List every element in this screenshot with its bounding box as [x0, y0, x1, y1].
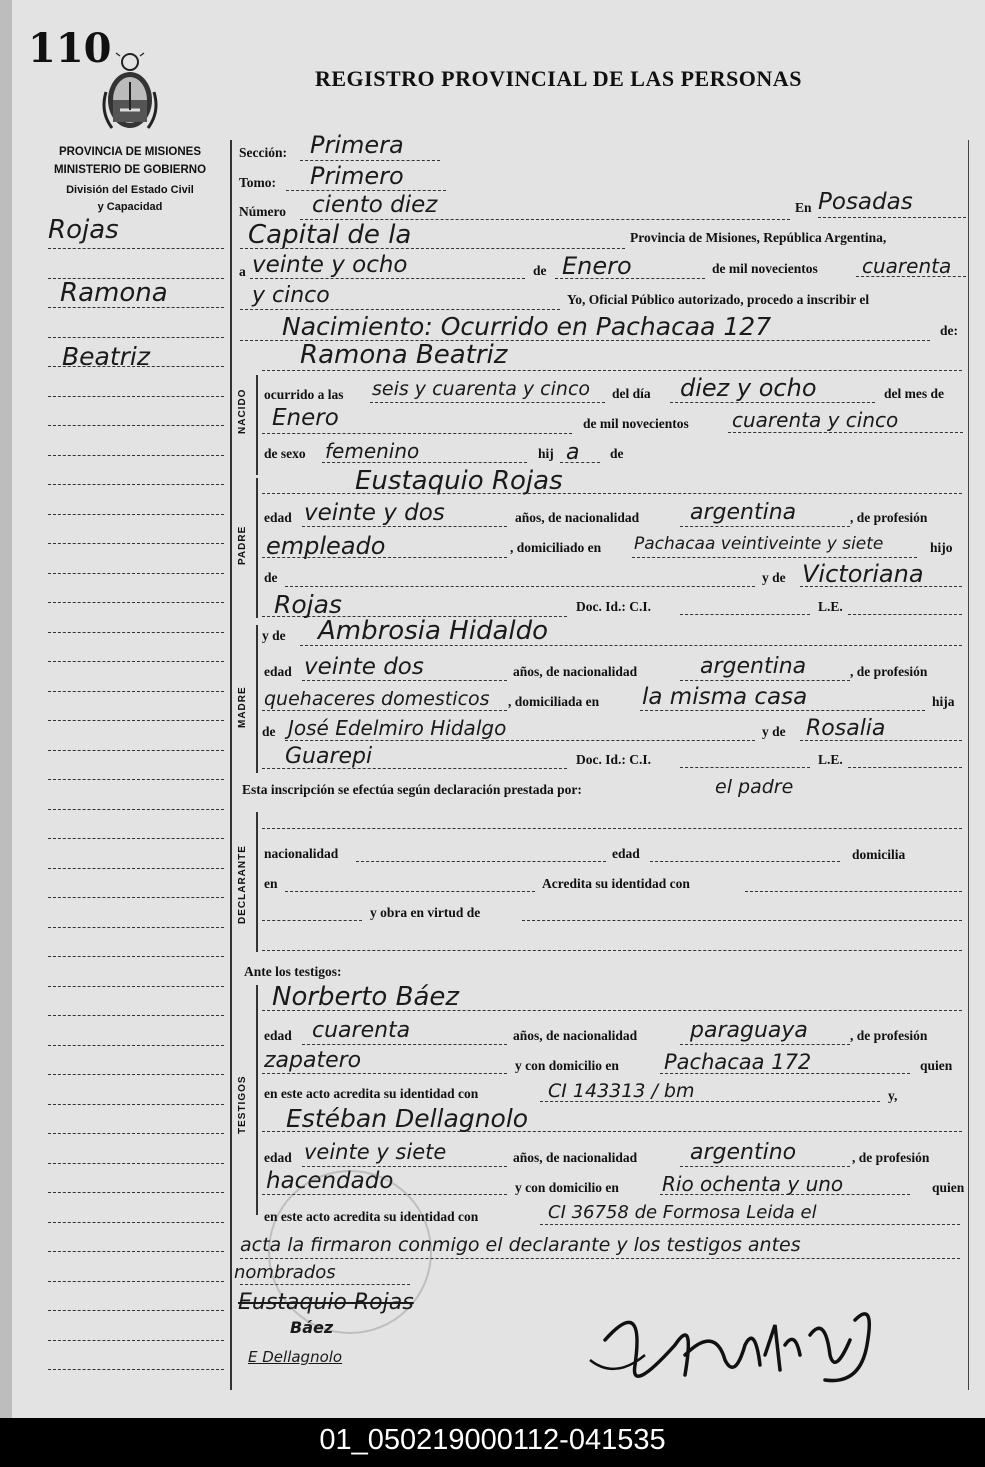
- label-de4: de: [262, 724, 276, 739]
- field-line: [670, 402, 875, 403]
- field-line: [680, 1166, 850, 1167]
- label-sexo: de sexo: [264, 446, 306, 461]
- label-mil-novecientos: de mil novecientos: [712, 261, 818, 276]
- value-t2-edad: veinte y siete: [304, 1140, 447, 1164]
- value-en: Posadas: [818, 189, 913, 215]
- value-anio-b: y cinco: [252, 283, 330, 308]
- value-anio-nac: cuarenta y cinco: [732, 408, 899, 432]
- page-number: 110: [28, 25, 112, 72]
- margin-line: [48, 396, 224, 397]
- margin-line: [48, 750, 224, 751]
- field-line: [302, 1044, 507, 1045]
- margin-line: [48, 1074, 224, 1075]
- label-domicilio-t2: y con domicilio en: [515, 1180, 619, 1195]
- value-padre-madre: Victoriana: [802, 560, 924, 588]
- label-acto-t1: en este acto acredita su identidad con: [264, 1086, 479, 1101]
- label-nacionalidad: nacionalidad: [264, 846, 339, 861]
- value-cierre-a: acta la firmaron conmigo el declarante y los testigos antes: [240, 1234, 801, 1256]
- label-de-mil: de mil novecientos: [583, 416, 689, 431]
- margin-line: [48, 455, 224, 456]
- field-line: [262, 370, 962, 371]
- value-padre-madre-ap: Rojas: [274, 590, 342, 619]
- label-anos-nac-m: años, de nacionalidad: [513, 664, 638, 679]
- margin-line: [48, 1045, 224, 1046]
- field-line: [262, 950, 962, 951]
- label-profesion-m: , de profesión: [850, 664, 928, 679]
- value-padre-dom: Pachacaa veintiveinte y siete: [634, 534, 884, 554]
- agency-line-1: PROVINCIA DE MISIONES: [58, 146, 202, 158]
- margin-line: [48, 779, 224, 780]
- section-padre: PADRE: [237, 525, 248, 565]
- label-doc: Doc. Id.: C.I.: [576, 599, 652, 614]
- margin-line: [48, 484, 224, 485]
- signature-testigo2: E Dellagnolo: [248, 1348, 343, 1366]
- label-de-colon: de:: [940, 323, 958, 338]
- label-edad: edad: [264, 510, 292, 525]
- label-numero: Número: [239, 204, 286, 219]
- value-madre-madre-ap: Guarepi: [285, 744, 373, 769]
- value-nombre: Ramona Beatriz: [300, 340, 508, 370]
- section-bar: [256, 478, 258, 618]
- margin-line: [48, 632, 224, 633]
- value-declarante: el padre: [715, 776, 794, 798]
- label-provincia: Provincia de Misiones, República Argentina,: [630, 230, 887, 245]
- label-hijo: hijo: [930, 540, 953, 555]
- label-a: a: [239, 264, 246, 279]
- label-edad-d: edad: [612, 846, 640, 861]
- label-le-m: L.E.: [818, 752, 843, 767]
- margin-line: [48, 956, 224, 957]
- field-line: [285, 740, 755, 741]
- value-t1-prof: zapatero: [264, 1048, 362, 1073]
- label-en-d: en: [264, 876, 278, 891]
- value-t1-dom: Pachacaa 172: [664, 1050, 812, 1074]
- margin-divider: [230, 140, 232, 1390]
- value-madre-madre: Rosalia: [806, 716, 886, 741]
- label-del-dia: del día: [612, 386, 651, 401]
- document-title: REGISTRO PROVINCIAL DE LAS PERSONAS: [315, 66, 802, 91]
- label-doc-m: Doc. Id.: C.I.: [576, 752, 652, 767]
- right-edge: [968, 140, 969, 1390]
- field-line: [250, 278, 525, 279]
- label-ocurrido: ocurrido a las: [264, 387, 344, 402]
- value-t2-prof: hacendado: [266, 1168, 394, 1194]
- margin-line: [48, 868, 224, 869]
- value-t2-nac: argentino: [690, 1140, 797, 1165]
- field-line: [300, 160, 440, 161]
- value-numero: ciento diez: [312, 192, 438, 218]
- margin-line: [48, 1369, 224, 1370]
- field-line: [848, 767, 962, 768]
- label-anos-nac: años, de nacionalidad: [515, 510, 640, 525]
- field-line: [650, 861, 840, 862]
- field-line: [285, 891, 535, 892]
- value-t1-nac: paraguaya: [690, 1018, 808, 1043]
- margin-line: [48, 720, 224, 721]
- margin-line: [48, 573, 224, 574]
- section-declarante: DECLARANTE: [237, 845, 248, 924]
- label-le: L.E.: [818, 599, 843, 614]
- label-anos-nac-t1: años, de nacionalidad: [513, 1028, 638, 1043]
- section-bar: [256, 812, 258, 952]
- value-madre-nac: argentina: [700, 654, 807, 679]
- field-line: [262, 828, 962, 829]
- margin-line: [48, 838, 224, 839]
- label-testigos: Ante los testigos:: [244, 964, 342, 979]
- value-t1-edad: cuarenta: [312, 1018, 411, 1043]
- field-line: [262, 710, 507, 711]
- margin-line: [48, 1192, 224, 1193]
- margin-line: [48, 1251, 224, 1252]
- value-t1-doc: CI 143313 / bm: [548, 1080, 695, 1102]
- margin-line: [48, 1104, 224, 1105]
- label-de: de: [533, 263, 547, 278]
- margin-line: [48, 248, 224, 249]
- value-madre-padre: José Edelmiro Hidalgo: [288, 716, 507, 740]
- field-line: [728, 432, 963, 433]
- margin-line: [48, 1281, 224, 1282]
- label-anos-nac-t2: años, de nacionalidad: [513, 1150, 638, 1165]
- label-acredita: Acredita su identidad con: [542, 876, 690, 891]
- label-hij: hij: [538, 446, 554, 461]
- value-madre-dom: la misma casa: [642, 684, 808, 710]
- section-bar: [256, 375, 258, 475]
- field-line: [286, 190, 446, 191]
- label-del-mes: del mes de: [884, 386, 944, 401]
- value-t2-doc: CI 36758 de Formosa Leida el: [548, 1202, 817, 1223]
- label-y-de3: y de: [762, 724, 786, 739]
- section-testigos: TESTIGOS: [237, 1075, 248, 1134]
- label-obra: y obra en virtud de: [370, 905, 481, 920]
- label-edad-t2: edad: [264, 1150, 292, 1165]
- field-line: [302, 1166, 507, 1167]
- label-domicilia: domicilia: [852, 847, 906, 862]
- value-madre-edad: veinte dos: [304, 654, 424, 680]
- field-line: [262, 1073, 507, 1074]
- field-line: [356, 861, 606, 862]
- field-line: [680, 614, 810, 615]
- label-profesion: , de profesión: [850, 510, 928, 525]
- field-line: [302, 526, 507, 527]
- margin-middle-name: Beatriz: [62, 342, 151, 371]
- official-signature-icon: [585, 1285, 895, 1400]
- value-dia-nac: diez y ocho: [680, 374, 817, 402]
- field-line: [680, 526, 850, 527]
- field-line: [262, 433, 572, 434]
- value-testigo1: Norberto Báez: [272, 982, 460, 1012]
- label-edad-m: edad: [264, 664, 292, 679]
- margin-line: [48, 1133, 224, 1134]
- field-line: [240, 309, 560, 310]
- label-profesion-t1: , de profesión: [850, 1028, 928, 1043]
- signature-testigo1: Báez: [290, 1318, 334, 1337]
- margin-line: [48, 986, 224, 987]
- label-y-de: y de: [762, 570, 786, 585]
- value-madre-nombre: Ambrosia Hidaldo: [318, 616, 549, 646]
- field-line: [262, 920, 362, 921]
- section-madre: MADRE: [237, 686, 248, 728]
- label-acto-t2: en este acto acredita su identidad con: [264, 1209, 479, 1224]
- field-line: [745, 891, 962, 892]
- margin-line: [48, 809, 224, 810]
- value-mes-nac: Enero: [272, 405, 339, 431]
- page-edge: [0, 0, 12, 1418]
- value-sexo: femenino: [325, 439, 420, 463]
- label-de3: de: [264, 570, 278, 585]
- value-mes: Enero: [562, 252, 632, 280]
- label-en: En: [795, 200, 812, 215]
- margin-line: [48, 927, 224, 928]
- value-tomo: Primero: [310, 162, 404, 190]
- section-nacido: NACIDO: [237, 388, 248, 434]
- label-domiciliado: , domiciliado en: [510, 540, 602, 555]
- field-line: [302, 680, 507, 681]
- value-capital: Capital de la: [248, 220, 412, 250]
- label-seccion: Sección:: [239, 145, 287, 160]
- value-cierre-b: nombrados: [234, 1262, 336, 1283]
- value-padre-edad: veinte y dos: [304, 500, 445, 526]
- value-padre-nombre: Eustaquio Rojas: [355, 466, 563, 496]
- value-t2-dom: Rio ochenta y uno: [662, 1172, 844, 1196]
- field-line: [848, 614, 962, 615]
- label-y-comma: y,: [888, 1088, 898, 1103]
- signature-declarante: Eustaquio Rojas: [238, 1290, 414, 1315]
- label-oficial: Yo, Oficial Público autorizado, procedo a inscribir el: [567, 292, 870, 307]
- label-de2: de: [610, 446, 624, 461]
- label-hija: hija: [932, 694, 955, 709]
- margin-line: [48, 1163, 224, 1164]
- margin-line: [48, 1340, 224, 1341]
- label-profesion-t2: , de profesión: [852, 1150, 930, 1165]
- margin-first-name: Ramona: [60, 278, 168, 308]
- value-testigo2: Estéban Dellagnolo: [286, 1104, 529, 1133]
- agency-line-2: MINISTERIO DE GOBIERNO: [53, 164, 207, 176]
- label-y-de2: y de: [262, 628, 286, 643]
- value-seccion: Primera: [310, 131, 404, 159]
- margin-line: [48, 691, 224, 692]
- margin-line: [48, 897, 224, 898]
- archive-footer: 01_050219000112-041535: [319, 1424, 666, 1456]
- value-anio-a: cuarenta: [862, 254, 952, 278]
- field-line: [680, 680, 850, 681]
- field-line: [522, 920, 962, 921]
- margin-line: [48, 514, 224, 515]
- agency-line-3: División del Estado Civil: [66, 184, 194, 196]
- field-line: [680, 1044, 850, 1045]
- section-bar: [256, 625, 258, 773]
- value-padre-prof: empleado: [266, 532, 386, 560]
- field-line: [285, 586, 755, 587]
- label-inscripcion: Esta inscripción se efectúa según declaración prestada por:: [242, 782, 582, 797]
- margin-surname: Rojas: [48, 215, 119, 245]
- field-line: [370, 402, 605, 403]
- value-hora: seis y cuarenta y cinco: [372, 378, 591, 400]
- value-dia: veinte y ocho: [252, 252, 408, 278]
- field-line: [680, 767, 810, 768]
- field-line: [640, 710, 925, 711]
- margin-line: [48, 425, 224, 426]
- margin-line: [48, 1310, 224, 1311]
- margin-line: [48, 337, 224, 338]
- value-madre-prof: quehaceres domesticos: [264, 688, 490, 710]
- label-tomo: Tomo:: [239, 175, 277, 190]
- margin-line: [48, 1015, 224, 1016]
- field-line: [632, 557, 917, 558]
- label-quien-t1: quien: [920, 1058, 953, 1073]
- margin-line: [48, 1222, 224, 1223]
- margin-line: [48, 543, 224, 544]
- label-quien-t2: quien: [932, 1180, 965, 1195]
- coat-of-arms-icon: [98, 52, 162, 136]
- field-line: [540, 1224, 960, 1225]
- value-hij: a: [566, 440, 580, 465]
- section-bar: [256, 985, 258, 1215]
- label-edad-t1: edad: [264, 1028, 292, 1043]
- margin-line: [48, 602, 224, 603]
- value-acta: Nacimiento: Ocurrido en Pachacaa 127: [282, 312, 772, 341]
- agency-line-4: y Capacidad: [97, 201, 163, 213]
- value-padre-nac: argentina: [690, 500, 797, 525]
- margin-line: [48, 661, 224, 662]
- label-domiciliada: , domiciliada en: [508, 694, 600, 709]
- label-domicilio-t1: y con domicilio en: [515, 1058, 619, 1073]
- field-line: [818, 217, 966, 218]
